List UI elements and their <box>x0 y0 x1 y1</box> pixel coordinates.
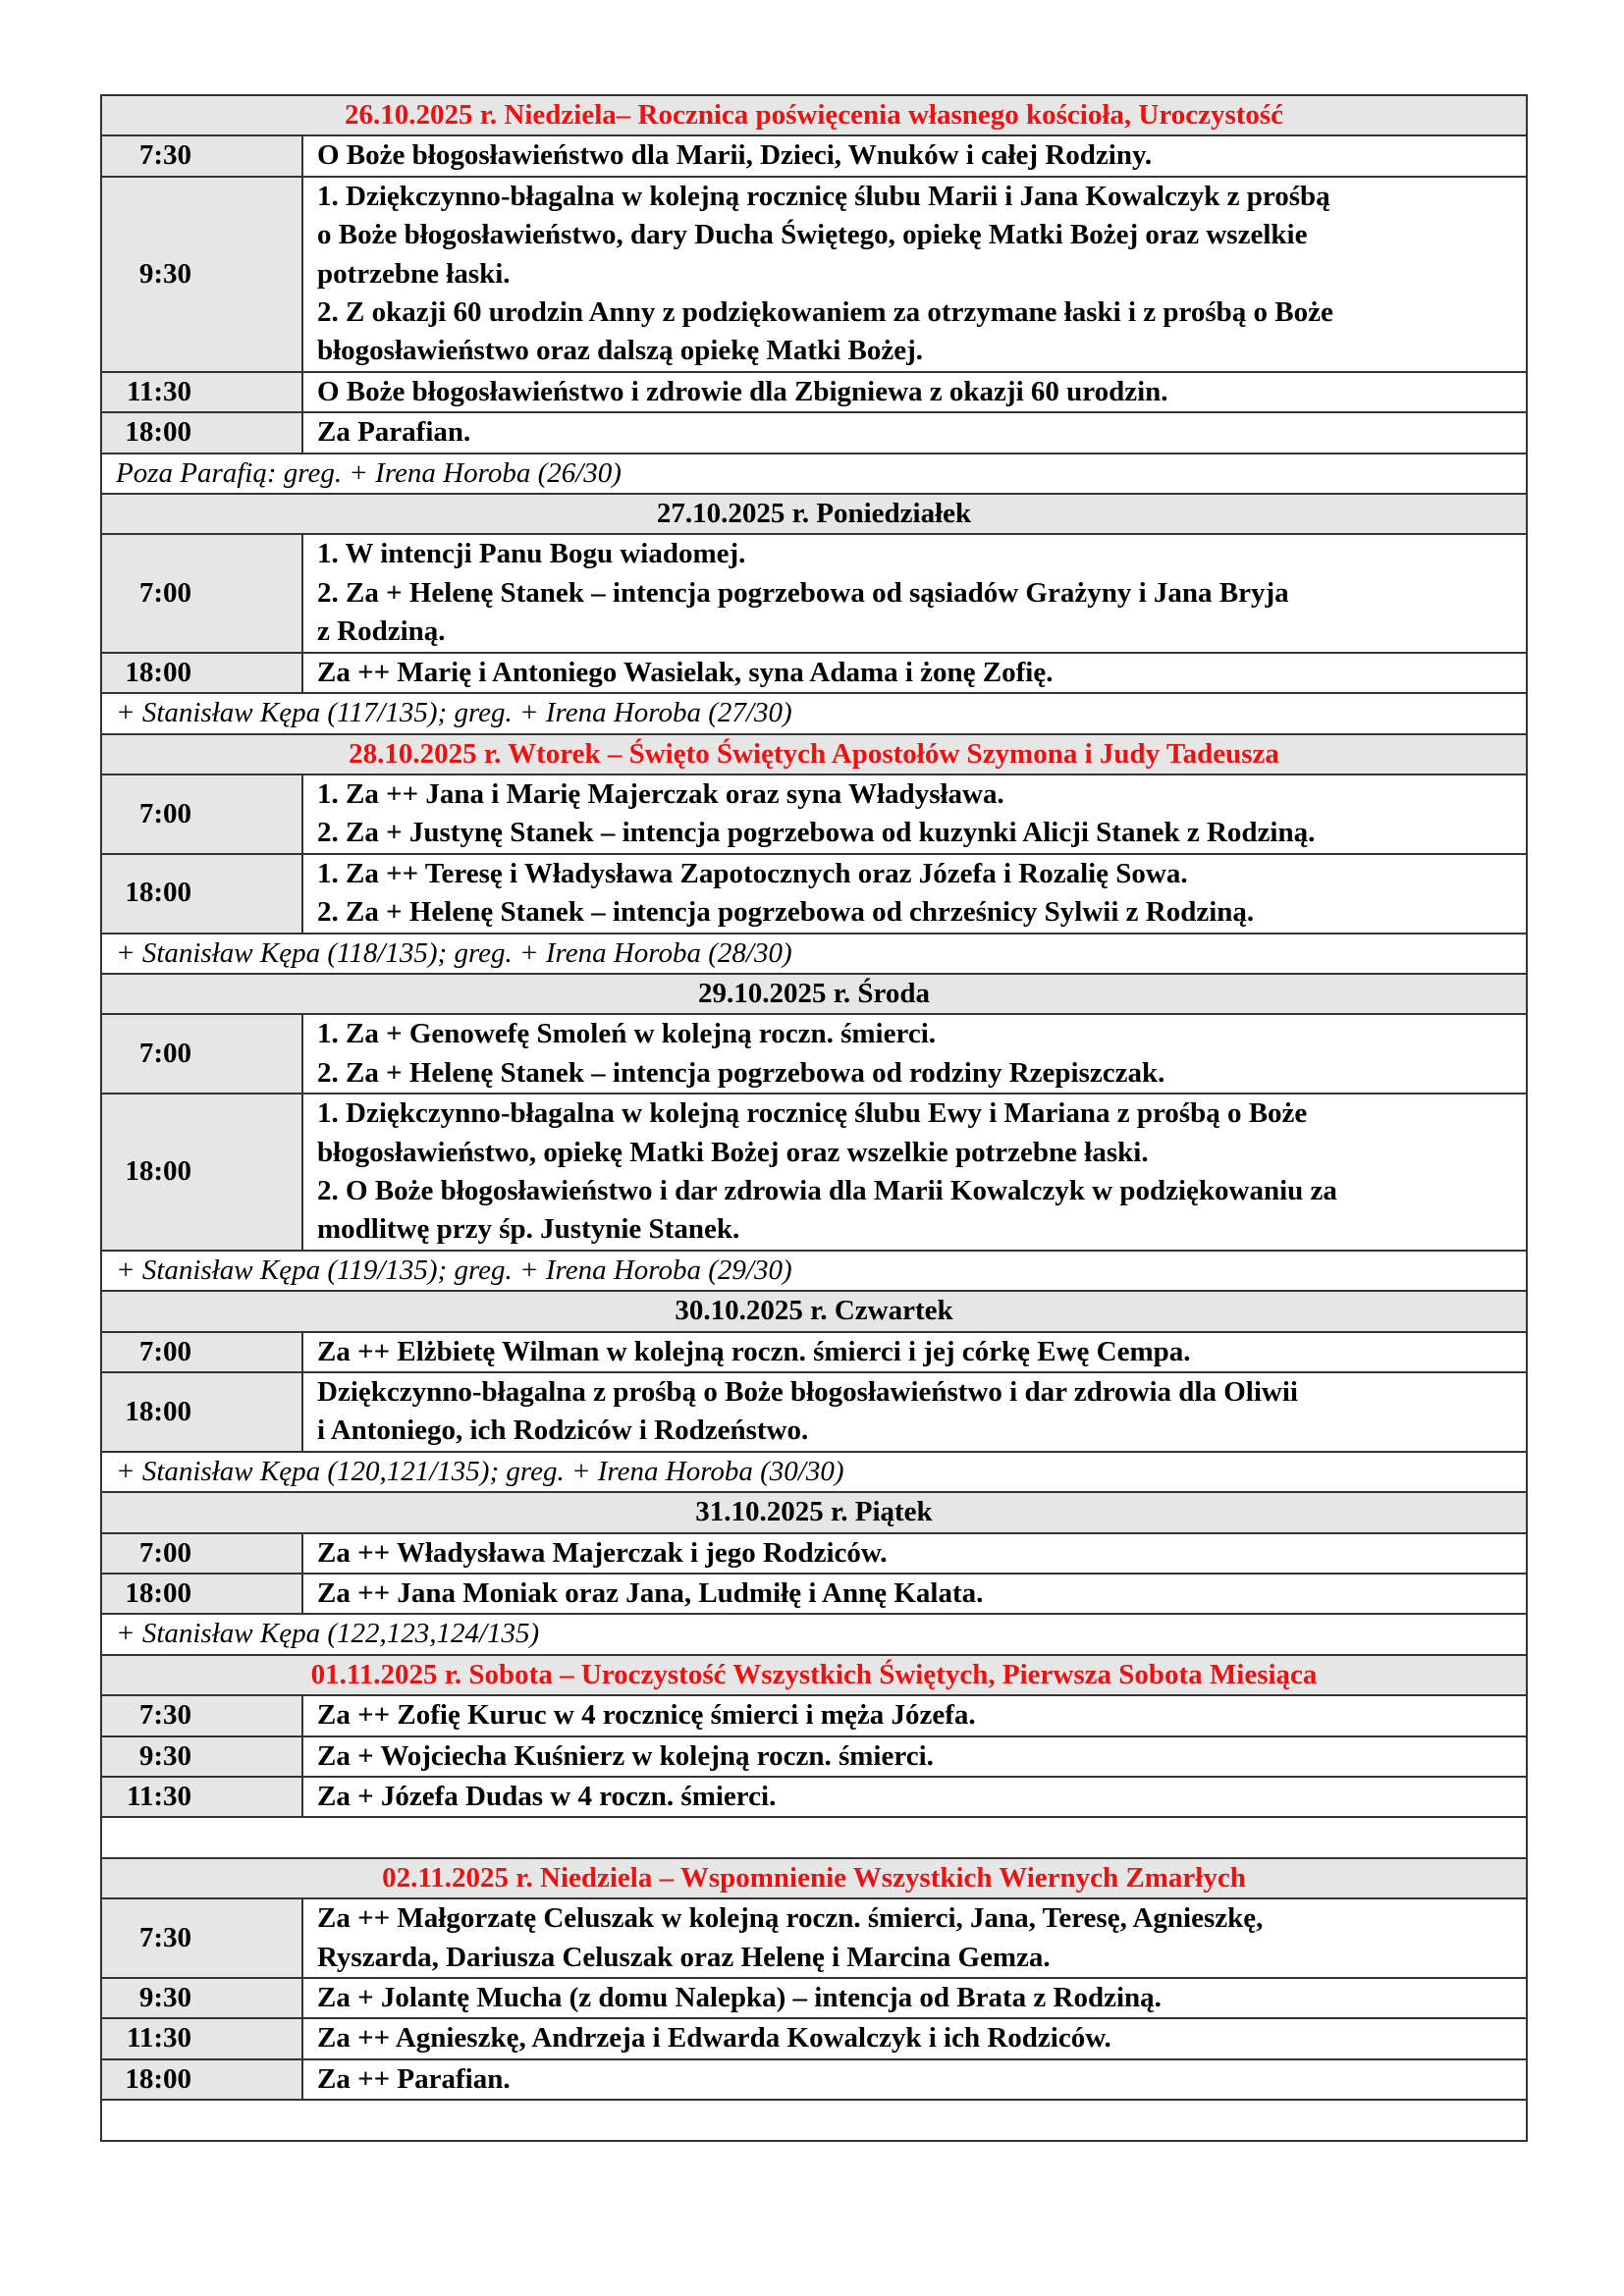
intention-line: Za ++ Jana Moniak oraz Jana, Ludmiłę i Annę Kalata. <box>317 1577 984 1610</box>
intention-line: 1. Za ++ Teresę i Władysława Zapotocznych oraz Józefa i Rozalię Sowa. <box>317 857 1188 889</box>
mass-row <box>102 855 1526 934</box>
day-note: + Stanisław Kępa (119/135); greg. + Irena Horoba (29/30) <box>116 1254 792 1286</box>
mass-time: 7:30 <box>102 1696 303 1735</box>
mass-intention <box>303 1979 1526 2017</box>
mass-time: 18:00 <box>102 1095 303 1250</box>
intention-line: błogosławieństwo, opiekę Matki Bożej oraz wszelkie potrzebne łaski. <box>317 1136 1149 1168</box>
mass-row <box>102 535 1526 653</box>
day-note: + Stanisław Kępa (122,123,124/135) <box>116 1618 540 1650</box>
mass-intention <box>303 1899 1526 1977</box>
intention-line: potrzebne łaski. <box>317 257 511 290</box>
day-header <box>102 735 1526 775</box>
mass-row <box>102 1737 1526 1778</box>
mass-row <box>102 1778 1526 1818</box>
intention-line: Za ++ Władysława Majerczak i jego Rodziców. <box>317 1536 888 1569</box>
mass-time: 9:30 <box>102 1737 303 1776</box>
mass-intention <box>303 373 1526 411</box>
mass-time: 18:00 <box>102 855 303 933</box>
intention-line: Za Parafian. <box>317 416 471 449</box>
intention-line: 1. Za + Genowefę Smoleń w kolejną roczn. śmierci. <box>317 1018 937 1050</box>
intention-line: 2. Z okazji 60 urodzin Anny z podziękowaniem za otrzymane łaski i z prośbą o Boże <box>317 296 1333 329</box>
intention-line: Za ++ Parafian. <box>317 2062 511 2095</box>
intention-line: O Boże błogosławieństwo dla Marii, Dzieci, Wnuków i całej Rodziny. <box>317 139 1153 172</box>
day-title: 27.10.2025 r. Poniedziałek <box>656 498 972 530</box>
intention-line: Dziękczynno-błagalna z prośbą o Boże błogosławieństwo i dar zdrowia dla Oliwii <box>317 1376 1298 1408</box>
mass-row <box>102 1534 1526 1575</box>
day-note: + Stanisław Kępa (117/135); greg. + Irena Horoba (27/30) <box>116 697 792 729</box>
mass-row <box>102 1333 1526 1373</box>
empty-row <box>102 1818 1526 1858</box>
note-row <box>102 454 1526 495</box>
mass-time: 18:00 <box>102 2060 303 2099</box>
day-header <box>102 1292 1526 1332</box>
mass-row <box>102 1979 1526 2019</box>
mass-intention <box>303 1015 1526 1093</box>
note-row <box>102 694 1526 734</box>
intention-line: Za ++ Agnieszkę, Andrzeja i Edwarda Kowalczyk i ich Rodziców. <box>317 2022 1111 2055</box>
intention-line: 2. Za + Justynę Stanek – intencja pogrzebowa od kuzynki Alicji Stanek z Rodziną. <box>317 817 1316 849</box>
intention-line: Ryszarda, Dariusza Celuszak oraz Helenę i Marcina Gemza. <box>317 1941 1051 1973</box>
intention-line: Za + Józefa Dudas w 4 roczn. śmierci. <box>317 1781 777 1813</box>
mass-intention <box>303 855 1526 933</box>
mass-intention <box>303 1333 1526 1371</box>
mass-row <box>102 1899 1526 1979</box>
intention-line: O Boże błogosławieństwo i zdrowie dla Zbigniewa z okazji 60 urodzin. <box>317 375 1168 407</box>
mass-time: 7:00 <box>102 1534 303 1573</box>
mass-time: 7:30 <box>102 1899 303 1977</box>
mass-row <box>102 1373 1526 1453</box>
mass-intention <box>303 1373 1526 1451</box>
note-row <box>102 1615 1526 1655</box>
note-row <box>102 1252 1526 1292</box>
mass-time: 7:00 <box>102 535 303 651</box>
mass-time: 9:30 <box>102 1979 303 2017</box>
mass-row <box>102 136 1526 177</box>
mass-row <box>102 775 1526 855</box>
day-title: 31.10.2025 r. Piątek <box>695 1496 933 1528</box>
mass-time: 11:30 <box>102 373 303 411</box>
day-title: 01.11.2025 r. Sobota – Uroczystość Wszystkich Świętych, Pierwsza Sobota Miesiąca <box>310 1658 1318 1690</box>
mass-row <box>102 2019 1526 2059</box>
intention-line: o Boże błogosławieństwo, dary Ducha Świętego, opiekę Matki Bożej oraz wszelkie <box>317 219 1308 251</box>
mass-time: 7:30 <box>102 136 303 175</box>
day-title: 02.11.2025 r. Niedziela – Wspomnienie Wszystkich Wiernych Zmarłych <box>382 1861 1246 1894</box>
day-header <box>102 495 1526 535</box>
mass-row <box>102 1575 1526 1615</box>
day-title: 30.10.2025 r. Czwartek <box>675 1295 953 1327</box>
mass-time: 11:30 <box>102 1778 303 1816</box>
intention-line: Za ++ Zofię Kuruc w 4 rocznicę śmierci i męża Józefa. <box>317 1699 976 1732</box>
mass-row <box>102 373 1526 413</box>
intention-line: Za + Wojciecha Kuśnierz w kolejną roczn. śmierci. <box>317 1739 934 1772</box>
mass-intention <box>303 1778 1526 1816</box>
day-header <box>102 1859 1526 1899</box>
mass-time: 9:30 <box>102 178 303 371</box>
mass-time: 18:00 <box>102 413 303 452</box>
mass-time: 7:00 <box>102 1015 303 1093</box>
intention-line: z Rodziną. <box>317 615 446 648</box>
day-header <box>102 975 1526 1015</box>
intention-line: Za ++ Elżbietę Wilman w kolejną roczn. śmierci i jej córkę Ewę Cempa. <box>317 1335 1191 1367</box>
mass-row <box>102 1095 1526 1252</box>
intention-line: i Antoniego, ich Rodziców i Rodzeństwo. <box>317 1415 809 1447</box>
mass-row <box>102 413 1526 454</box>
day-note: Poza Parafią: greg. + Irena Horoba (26/30) <box>116 456 622 489</box>
mass-intention <box>303 654 1526 692</box>
intention-line: 2. Za + Helenę Stanek – intencja pogrzebowa od rodziny Rzepiszczak. <box>317 1056 1165 1089</box>
mass-intention <box>303 1534 1526 1573</box>
intention-line: 2. Za + Helenę Stanek – intencja pogrzebowa od sąsiadów Grażyny i Jana Bryja <box>317 576 1289 609</box>
mass-row <box>102 654 1526 694</box>
mass-time: 18:00 <box>102 1373 303 1451</box>
mass-intention <box>303 136 1526 175</box>
mass-intention <box>303 413 1526 452</box>
mass-row <box>102 178 1526 373</box>
mass-row <box>102 1696 1526 1736</box>
mass-intention <box>303 535 1526 651</box>
mass-row <box>102 2060 1526 2101</box>
note-row <box>102 934 1526 975</box>
day-header <box>102 1493 1526 1533</box>
day-header <box>102 1656 1526 1696</box>
intention-line: 1. Za ++ Jana i Marię Majerczak oraz syna Władysława. <box>317 777 1004 810</box>
intention-line: 1. Dziękczynno-błagalna w kolejną rocznicę ślubu Marii i Jana Kowalczyk z prośbą <box>317 180 1330 212</box>
intention-line: błogosławieństwo oraz dalszą opiekę Matki Bożej. <box>317 335 924 367</box>
day-title: 26.10.2025 r. Niedziela– Rocznica poświęcenia własnego kościoła, Uroczystość <box>344 99 1284 131</box>
mass-intention <box>303 1737 1526 1776</box>
intention-line: modlitwę przy śp. Justynie Stanek. <box>317 1213 740 1246</box>
day-title: 28.10.2025 r. Wtorek – Święto Świętych Apostołów Szymona i Judy Tadeusza <box>349 737 1279 770</box>
note-row <box>102 1453 1526 1493</box>
mass-time: 18:00 <box>102 654 303 692</box>
mass-time: 7:00 <box>102 775 303 853</box>
mass-row <box>102 1015 1526 1095</box>
intention-line: Za ++ Marię i Antoniego Wasielak, syna Adama i żonę Zofię. <box>317 656 1054 688</box>
intention-line: Za ++ Małgorzatę Celuszak w kolejną roczn. śmierci, Jana, Teresę, Agnieszkę, <box>317 1902 1264 1935</box>
mass-time: 18:00 <box>102 1575 303 1613</box>
intention-line: 1. Dziękczynno-błagalna w kolejną rocznicę ślubu Ewy i Mariana z prośbą o Boże <box>317 1097 1308 1130</box>
empty-row <box>102 2101 1526 2139</box>
mass-intention <box>303 2060 1526 2099</box>
mass-intentions-table <box>100 94 1528 2142</box>
mass-time: 11:30 <box>102 2019 303 2057</box>
intention-line: 2. Za + Helenę Stanek – intencja pogrzebowa od chrześnicy Sylwii z Rodziną. <box>317 896 1255 929</box>
mass-intention <box>303 1575 1526 1613</box>
day-note: + Stanisław Kępa (120,121/135); greg. + Irena Horoba (30/30) <box>116 1455 844 1487</box>
mass-time: 7:00 <box>102 1333 303 1371</box>
intention-line: 1. W intencji Panu Bogu wiadomej. <box>317 538 746 570</box>
mass-intention <box>303 178 1526 371</box>
mass-intention <box>303 1696 1526 1735</box>
day-title: 29.10.2025 r. Środa <box>697 977 931 1009</box>
mass-intention <box>303 2019 1526 2057</box>
intention-line: 2. O Boże błogosławieństwo i dar zdrowia dla Marii Kowalczyk w podziękowaniu za <box>317 1174 1337 1206</box>
mass-intention <box>303 1095 1526 1250</box>
intention-line: Za + Jolantę Mucha (z domu Nalepka) – intencja od Brata z Rodziną. <box>317 1982 1162 2014</box>
day-note: + Stanisław Kępa (118/135); greg. + Irena Horoba (28/30) <box>116 936 792 969</box>
mass-intention <box>303 775 1526 853</box>
day-header <box>102 96 1526 136</box>
